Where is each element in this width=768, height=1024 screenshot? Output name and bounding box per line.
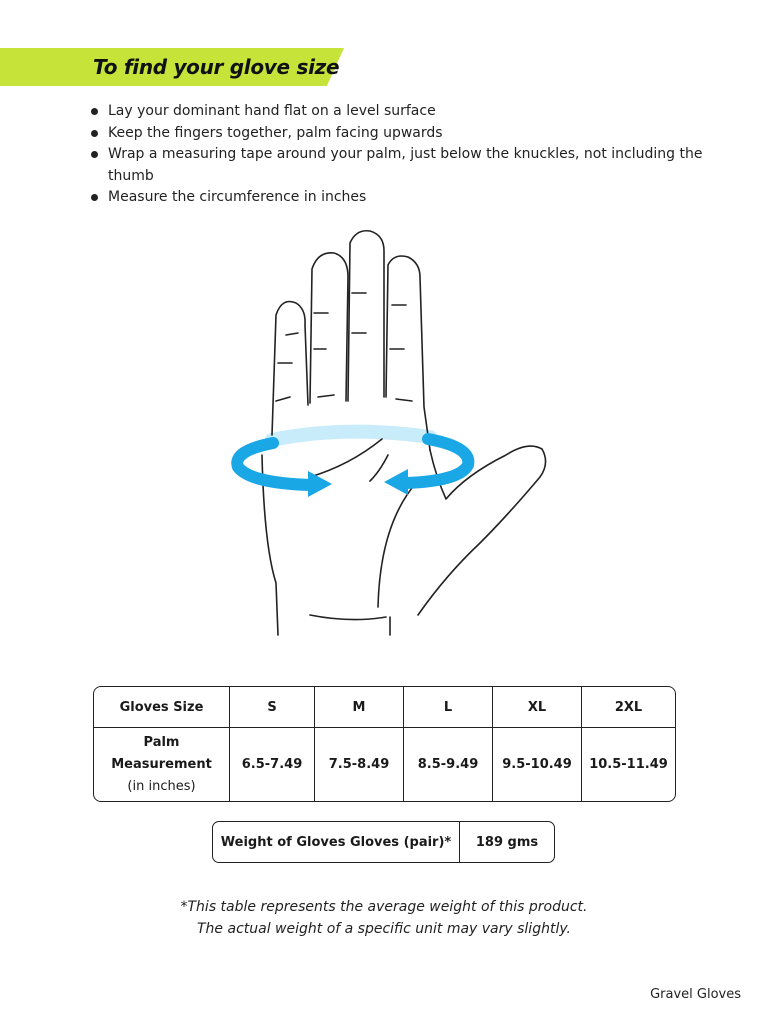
footnote-line: *This table represents the average weight of this product.: [180, 899, 588, 915]
list-item: Measure the circumference in inches: [90, 187, 710, 209]
brand-label: Gravel Gloves: [650, 987, 741, 1002]
table-header-cell: Gloves Size: [94, 687, 230, 728]
table-header-cell: L: [404, 687, 493, 728]
table-row: [94, 687, 675, 728]
table-cell: 7.5-8.49: [315, 728, 404, 801]
list-item: Keep the fingers together, palm facing upwards: [90, 123, 710, 145]
bullet-icon: [91, 194, 98, 201]
table-header-cell: 2XL: [582, 687, 675, 728]
table-header-cell: XL: [493, 687, 582, 728]
bullet-icon: [91, 151, 98, 158]
weight-table: [212, 821, 555, 863]
bullet-icon: [91, 108, 98, 115]
hand-palm-measurement-icon: [210, 225, 570, 645]
table-header-cell: M: [315, 687, 404, 728]
row-label-unit: (in inches): [127, 778, 196, 794]
table-cell: 6.5-7.49: [230, 728, 315, 801]
page-title: To find your glove size: [93, 55, 340, 79]
row-label-line: Palm: [143, 734, 180, 750]
footnote: [0, 896, 768, 940]
table-row: [94, 728, 675, 801]
weight-value: 189 gms: [475, 834, 539, 850]
footnote-line: The actual weight of a specific unit may vary slightly.: [197, 921, 571, 937]
table-cell: 9.5-10.49: [493, 728, 582, 801]
list-item: Lay your dominant hand flat on a level surface: [90, 101, 710, 123]
table-cell: 8.5-9.49: [404, 728, 493, 801]
size-table: [93, 686, 676, 802]
bullet-icon: [91, 130, 98, 137]
list-item: Wrap a measuring tape around your palm, just below the knuckles, not including the thumb: [90, 144, 710, 187]
table-row-label: [94, 728, 230, 801]
table-cell: 10.5-11.49: [589, 757, 668, 773]
table-header-cell: S: [230, 687, 315, 728]
weight-label: Weight of Gloves Gloves (pair)*: [213, 822, 460, 862]
instruction-list: [90, 101, 710, 209]
row-label-line: Measurement: [111, 756, 212, 772]
